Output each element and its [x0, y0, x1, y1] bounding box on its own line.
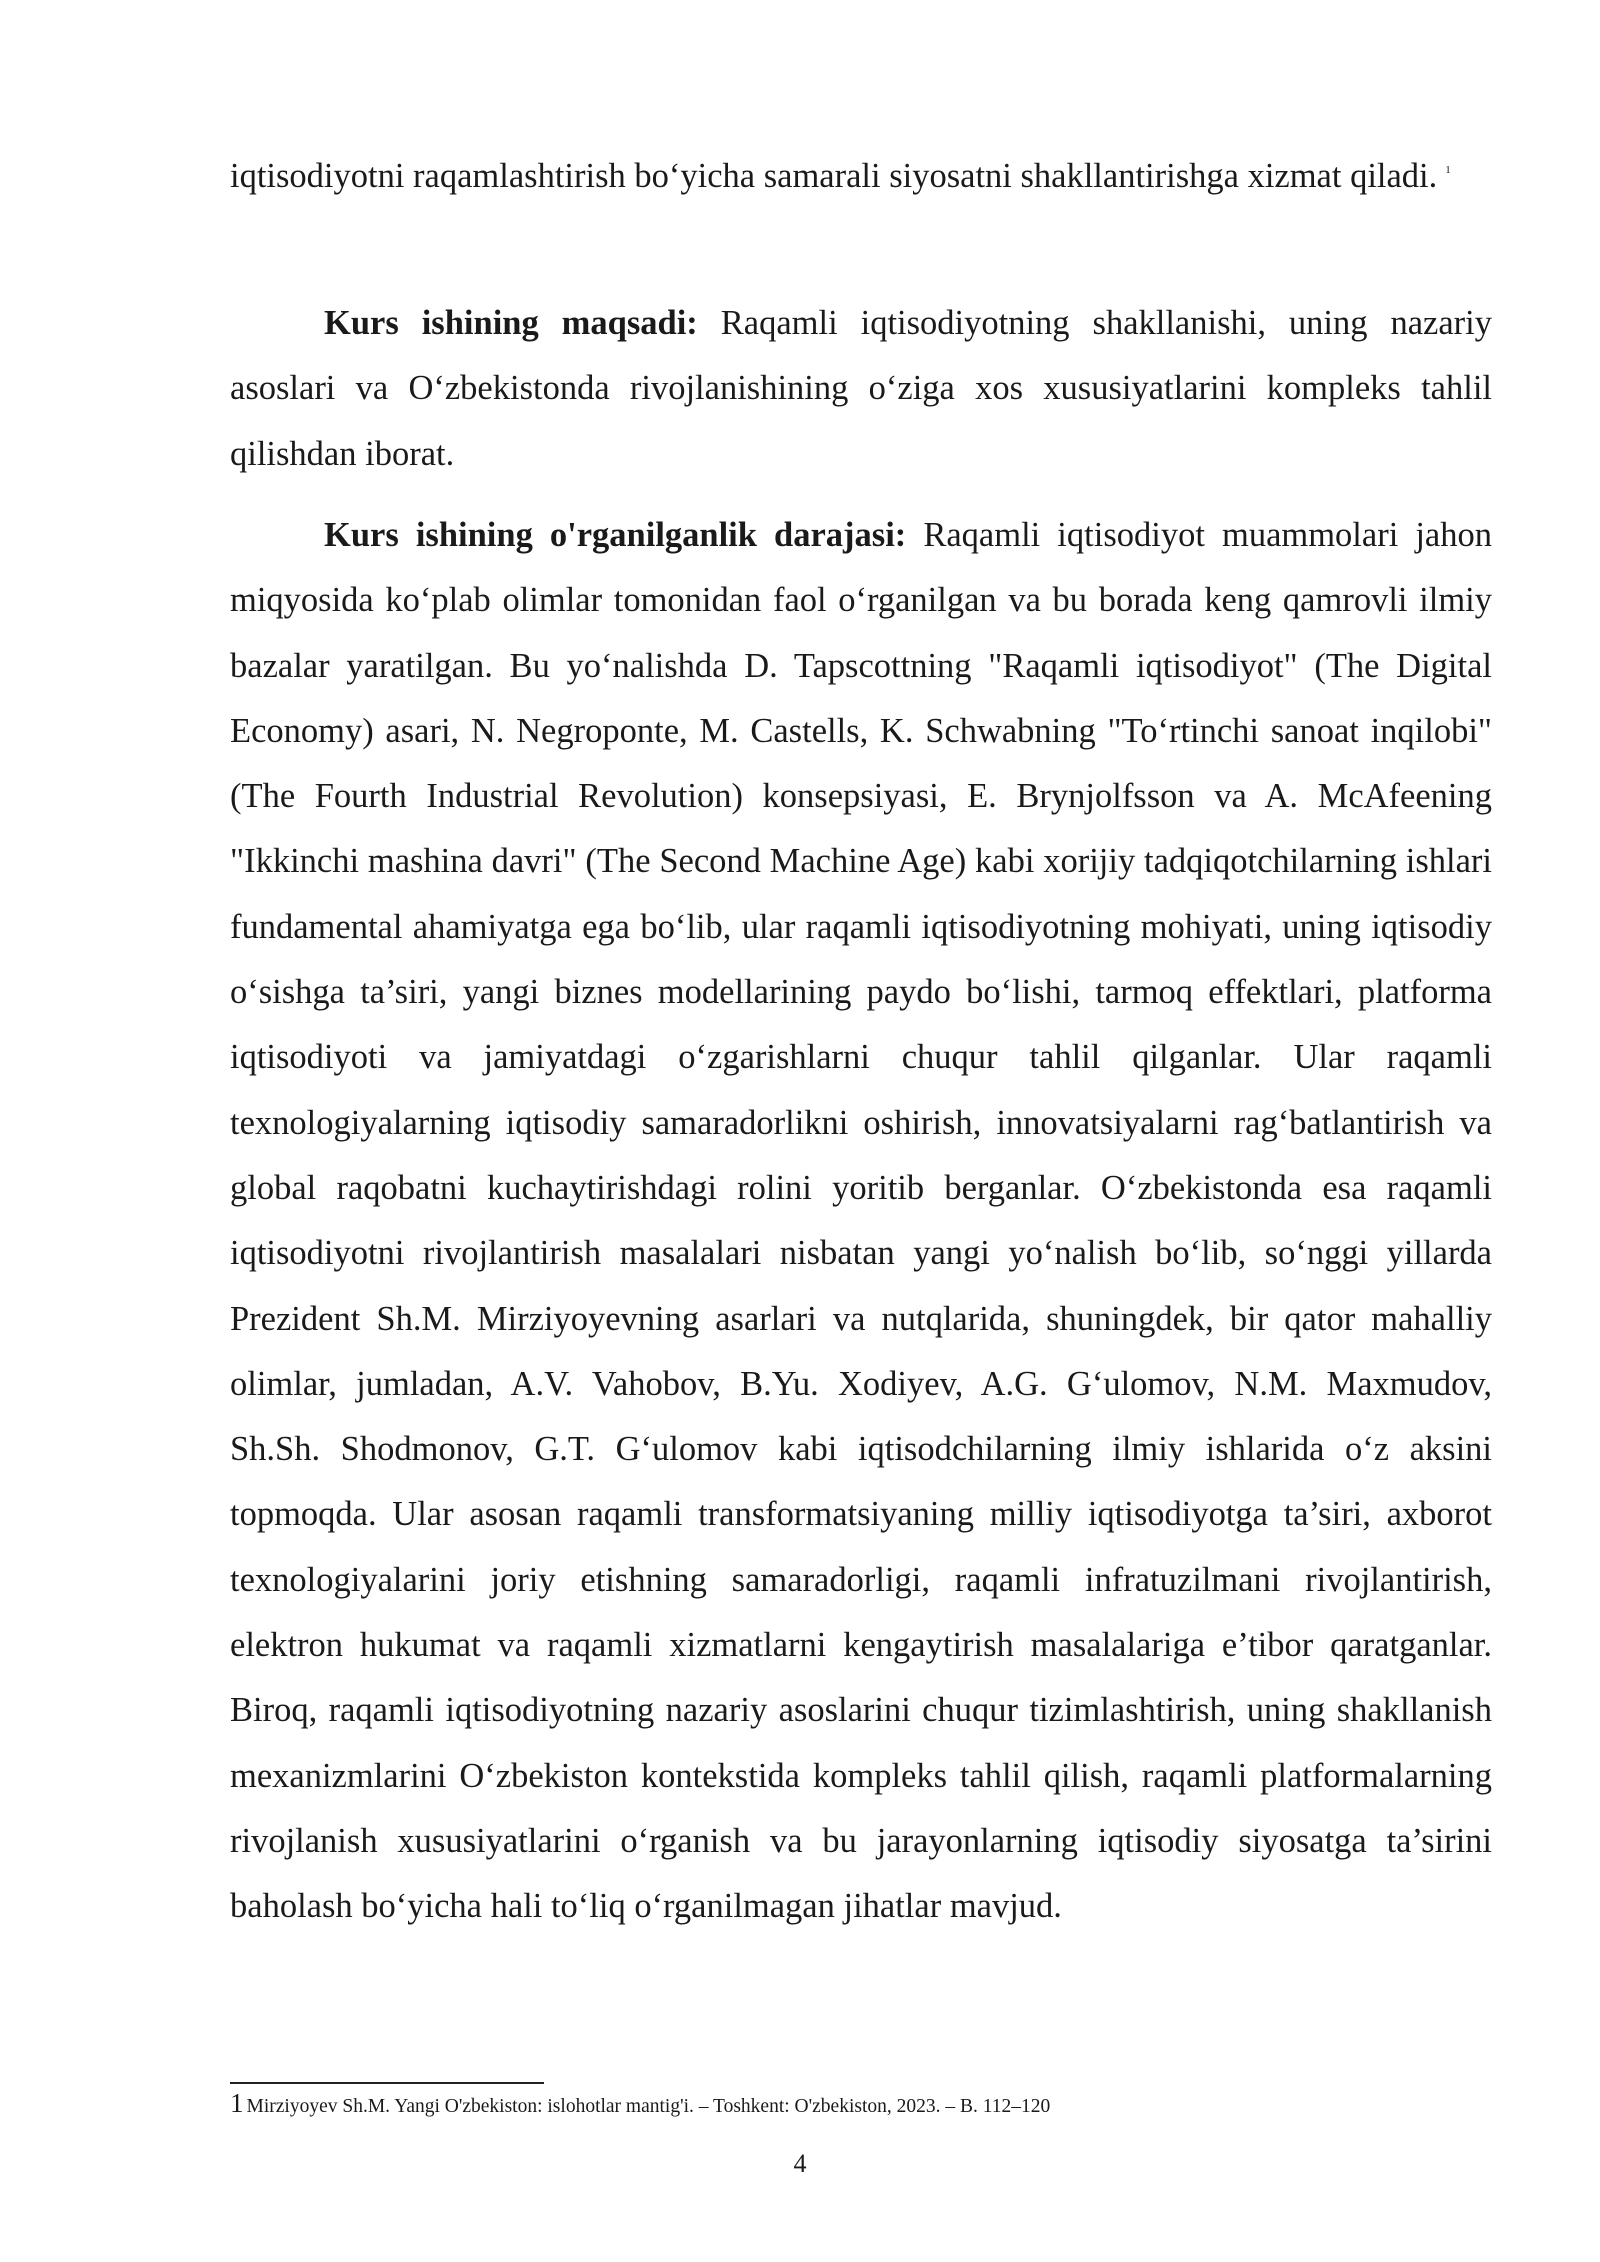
footnote-number: 1	[230, 2088, 244, 2118]
paragraph-text: Raqamli iqtisodiyotning shakllanishi, uning nazariy asoslari va O‘zbekistonda rivojlanishining o‘ziga xos xususiyatlarini kompleks tahlil qilishdan iborat.	[230, 304, 1492, 473]
paragraph-text: Raqamli iqtisodiyot muammolari jahon miqyosida ko‘plab olimlar tomonidan faol o‘rganilgan va bu borada keng qamrovli ilmiy bazalar yaratilgan. Bu yo‘nalishda D. Tapscottning "Raqamli iqtisodiyot" (The Digital Economy) asari, N. Negroponte, M. Castells, K. Schwabning "To‘rtinchi sanoat inqilobi" (The Fourth Industrial Revolution) konsepsiyasi, E. Brynjolfsson va A. McAfeening "Ikkinchi mashina davri" (The Second Machine Age) kabi xorijiy tadqiqotchilarning ishlari fundamental ahamiyatga ega bo‘lib, ular raqamli iqtisodiyotning mohiyati, uning iqtisodiy o‘sishga ta’siri, yangi biznes modellarining paydo bo‘lishi, tarmoq effektlari, platforma iqtisodiyoti va jamiyatdagi o‘zgarishlarni chuqur tahlil qilganlar. Ular raqamli texnologiyalarning iqtisodiy samaradorlikni oshirish, innovatsiyalarni rag‘batlantirish va global raqobatni kuchaytirishdagi rolini yoritib berganlar. O‘zbekistonda esa raqamli iqtisodiyotni rivojlantirish masalalari nisbatan yangi yo‘nalish bo‘lib, so‘nggi yillarda Prezident Sh.M. Mirziyoyevning asarlari va nutqlarida, shuningdek, bir qator mahalliy olimlar, jumladan, A.V. Vahobov, B.Yu. Xodiyev, A.G. G‘ulomov, N.M. Maxmudov, Sh.Sh. Shodmonov, G.T. G‘ulomov kabi iqtisodchilarning ilmiy ishlarida o‘z aksini topmoqda. Ular asosan raqamli transformatsiyaning milliy iqtisodiyotga ta’siri, axborot texnologiyalarini joriy etishning samaradorligi, raqamli infratuzilmani rivojlantirish, elektron hukumat va raqamli xizmatlarni kengaytirish masalalariga e’tibor qaratganlar. Biroq, raqamli iqtisodiyotning nazariy asoslarini chuqur tizimlashtirish, uning shakllanish mexanizmlarini O‘zbekiston kontekstida kompleks tahlil qilish, raqamli platformalarning rivojlanish xususiyatlarini o‘rganish va bu jarayonlarning iqtisodiy siyosatga ta’sirini baholash bo‘yicha hali to‘liq o‘rganilmagan jihatlar mavjud.	[230, 516, 1492, 1926]
page-number: 4	[793, 2149, 807, 2178]
paragraph-continuation	[230, 144, 1492, 209]
paragraph-aim	[230, 291, 1492, 487]
footnote-separator	[230, 2082, 544, 2084]
footnote	[230, 2088, 1492, 2122]
footnote-text: Mirziyoyev Sh.M. Yangi O'zbekiston: islohotlar mantig'i. – Toshkent: O'zbekiston, 2023. – B. 112–120	[246, 2096, 1051, 2117]
paragraph-heading: Kurs ishining o'rganilganlik darajasi:	[324, 516, 907, 554]
paragraph-heading: Kurs ishining maqsadi:	[324, 304, 698, 342]
paragraph-literature-review	[230, 503, 1492, 1940]
footnote-reference[interactable]: 1	[1445, 164, 1451, 176]
paragraph-text: iqtisodiyotni raqamlashtirish bo‘yicha samarali siyosatni shakllantirishga xizmat qiladi.	[230, 157, 1438, 195]
